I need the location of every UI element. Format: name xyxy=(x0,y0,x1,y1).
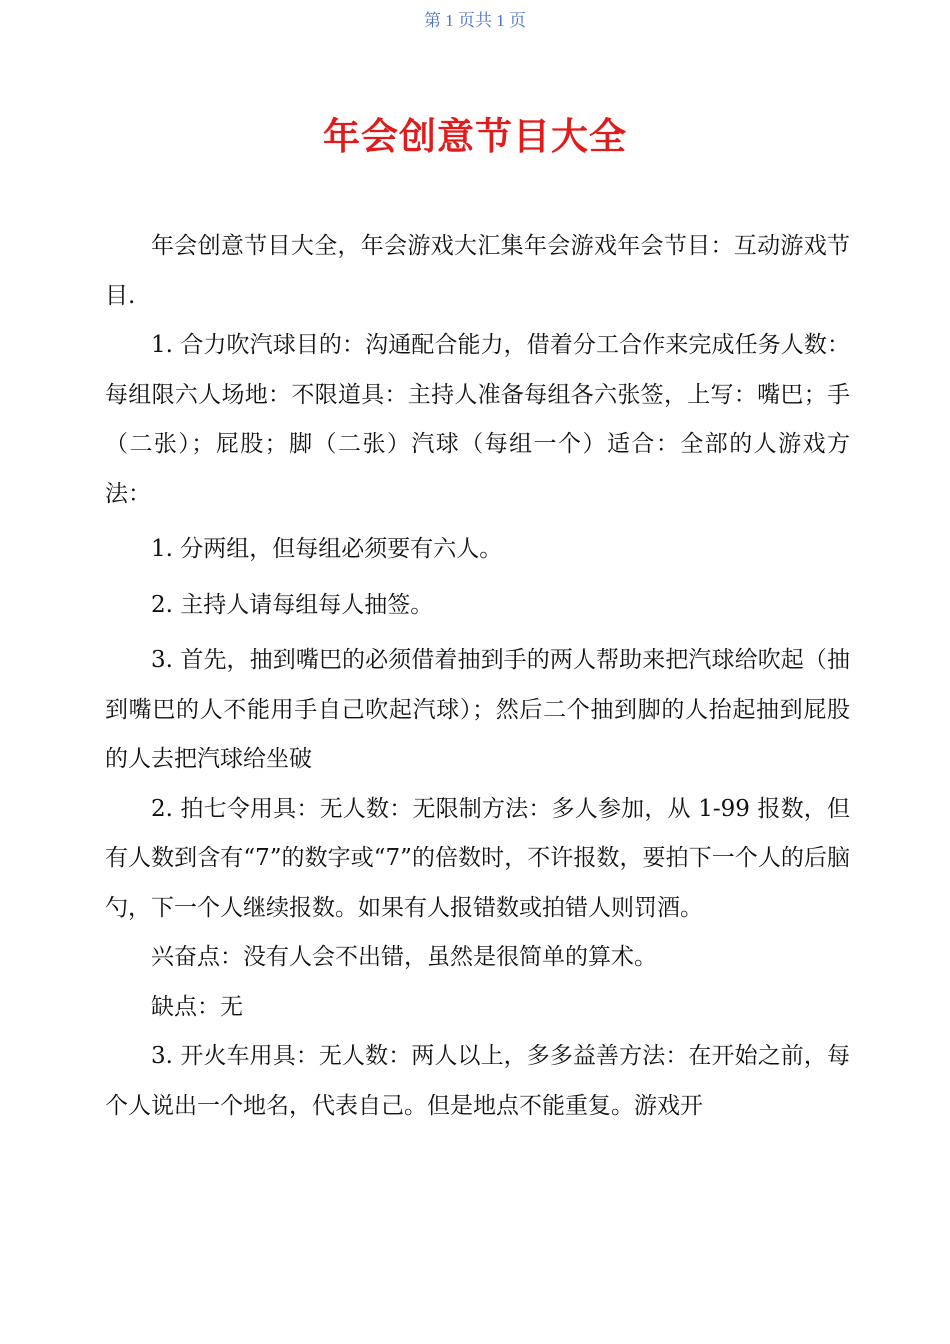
paragraph-step1: 1. 分两组，但每组必须要有六人。 xyxy=(151,536,503,562)
paragraph-game2: 2. 拍七令用具：无人数：无限制方法：多人参加，从 1-99 报数，但有人数到含有“7”的数字或“7”的倍数时，不许报数，要拍下一个人的后脑勺，下一个人继续报数。如果有人报错数或拍错人则罚酒。 xyxy=(105,795,850,921)
paragraph-step2: 2. 主持人请每组每人抽签。 xyxy=(151,591,434,618)
paragraph-intro: 年会创意节目大全，年会游戏大汇集年会游戏年会节目：互动游戏节目. xyxy=(105,233,850,309)
paragraph-excitement: 兴奋点：没有人会不出错，虽然是很简单的算术。 xyxy=(151,944,657,970)
document-body xyxy=(105,222,850,1131)
paragraph-game1: 1. 合力吹汽球目的：沟通配合能力，借着分工合作来完成任务人数：每组限六人场地：不限道具：主持人准备每组各六张签，上写：嘴巴；手（二张）；屁股；脚（二张）汽球（每组一个）适合：全部的人游戏方法： xyxy=(105,332,850,507)
page-number-header: 第 1 页共 1 页 xyxy=(424,11,526,30)
paragraph-step3: 3. 首先，抽到嘴巴的必须借着抽到手的两人帮助来把汽球给吹起（抽到嘴巴的人不能用手自己吹起汽球）；然后二个抽到脚的人抬起抽到屁股的人去把汽球给坐破 xyxy=(105,647,850,772)
paragraph-game3: 3. 开火车用具：无人数：两人以上，多多益善方法：在开始之前，每个人说出一个地名，代表自己。但是地点不能重复。游戏开 xyxy=(105,1043,850,1119)
document-title: 年会创意节目大全 xyxy=(323,115,627,158)
paragraph-drawback: 缺点：无 xyxy=(151,993,243,1020)
